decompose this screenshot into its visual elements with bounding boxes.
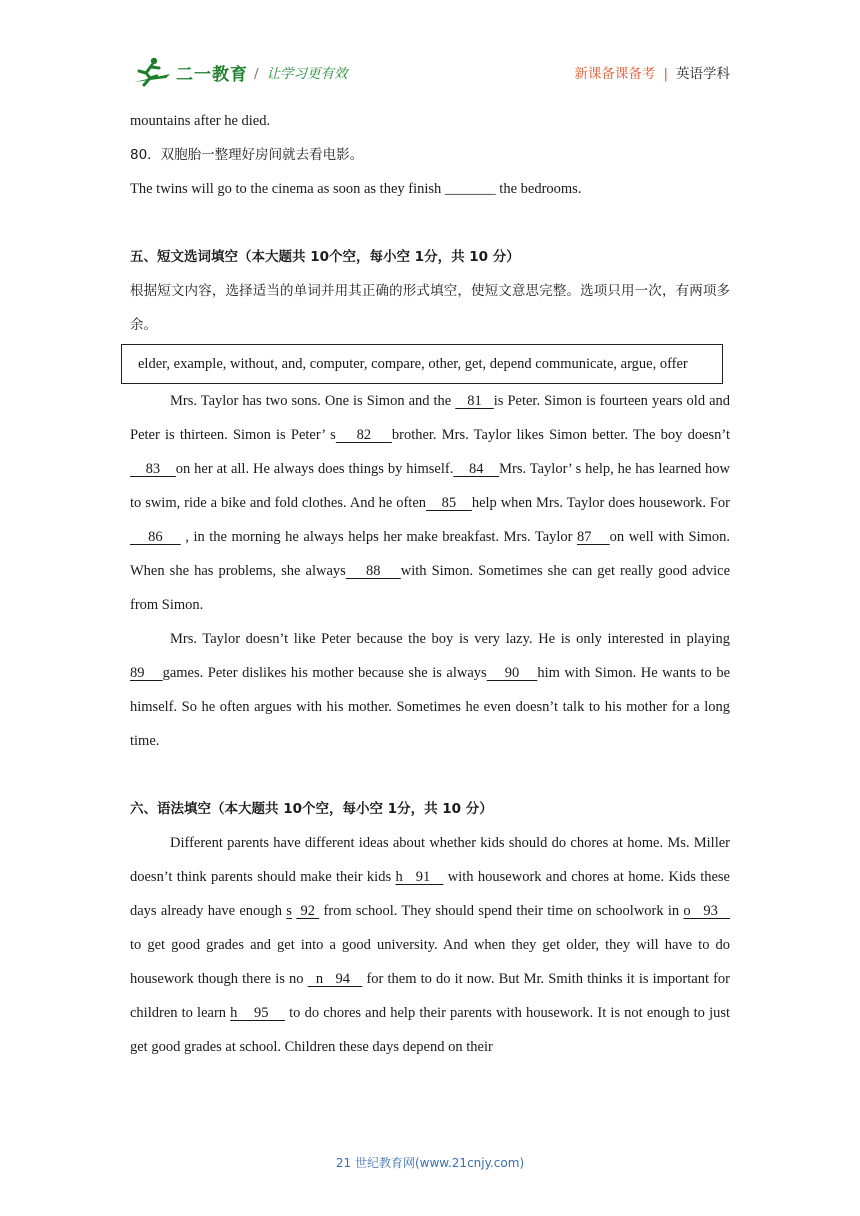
blank-91: h 91 (395, 869, 444, 885)
blank-93: o 93 (683, 903, 731, 919)
page-footer: 21 世纪教育网(www.21cnjy.com) (335, 1156, 525, 1170)
section-5-title: 五、短文选词填空（本大题共 10个空，每小空 1分，共 10 分） (130, 249, 520, 265)
blank-84: 84 (453, 461, 500, 477)
section-6-title: 六、语法填空（本大题共 10个空，每小空 1分，共 10 分） (130, 801, 493, 817)
blank-95: h 95 (230, 1005, 286, 1021)
blank-81: 81 (455, 393, 494, 409)
blank-86: 86 (130, 529, 181, 545)
word-bank: elder, example, without, and, computer, compare, other, get, depend communicate, argue, offer (138, 356, 688, 372)
q80-text-a: The twins will go to the cinema as soon as they finish (130, 181, 445, 197)
blank-92-letter: s (286, 903, 292, 919)
word-bank-box (121, 344, 723, 384)
running-man-icon (130, 56, 174, 88)
blank-92: 92 (296, 903, 320, 919)
section-5-paragraph-2: Mrs. Taylor doesn’t like Peter because the boy is very lazy. He is only interested in playing 89 games. Peter dislikes his mother because she is always 90 him with Simon. He wants to be himself. So he often argues with his mother. Sometimes he even doesn’t talk to his mother for a long time. (130, 631, 730, 749)
header-right (574, 62, 730, 82)
header-separator: | (663, 66, 668, 82)
question-80-english (130, 172, 730, 206)
blank-87: 87 (577, 529, 610, 545)
q80-text-b: the bedrooms. (495, 181, 582, 197)
logo (130, 56, 248, 88)
section-5-instruction: 根据短文内容，选择适当的单词并用其正确的形式填空，使短文意思完整。选项只用一次，有两项多余。 (130, 283, 730, 333)
q80-blank: _______ (444, 181, 496, 197)
blank-85: 85 (426, 495, 472, 511)
slogan: / 让学习更有效 (254, 66, 348, 82)
blank-83: 83 (130, 461, 176, 477)
section-5-paragraph-1: Mrs. Taylor has two sons. One is Simon and the 81 is Peter. Simon is fourteen years old and Peter is thirteen. Simon is Peter’ s 82 brother. Mrs. Taylor likes Simon better. The boy doesn’t 83 on her at all. He always does things by himself. 84 Mrs. Taylor’ s help, he has learned how to swim, ride a bike and fold clothes. And he often 85 help when Mrs. Taylor does housework. For 86 , in the morning he always helps her make breakfast. Mrs. Taylor 87 on well with Simon. When she has problems, she always 88 with Simon. Sometimes she can get really good advice from Simon. (130, 393, 731, 613)
continued-line: mountains after he died. (130, 113, 271, 129)
page-header (130, 56, 730, 90)
section-6-paragraph-1: Different parents have different ideas about whether kids should do chores at home. Ms. Miller doesn’t think parents should make their kids h 91 with housework and chores at home. Kids these days already have enough s 92 from school. They should spend their time on schoolwork in o 93 to get good grades and get into a good university. And when they get older, they will have to do housework though there is no n 94 for them to do it now. But Mr. Smith thinks it is important for children to learn h 95 to do chores and help their parents with housework. It is not enough to just get good grades at school. Children these days depend on their (130, 835, 731, 1055)
slogan-text: 让学习更有效 (266, 66, 348, 82)
question-80-chinese: 80．双胞胎一整理好房间就去看电影。 (130, 147, 364, 163)
logo-text: 二一教育 (176, 64, 248, 85)
header-tag-prep: 新课备课备考 (574, 66, 656, 82)
blank-89: 89 (130, 665, 163, 681)
blank-94: n 94 (307, 971, 363, 987)
document-body (130, 104, 730, 1064)
header-tag-subject: 英语学科 (676, 66, 730, 82)
blank-88: 88 (345, 563, 401, 579)
blank-90: 90 (486, 665, 538, 681)
blank-82: 82 (335, 427, 392, 443)
